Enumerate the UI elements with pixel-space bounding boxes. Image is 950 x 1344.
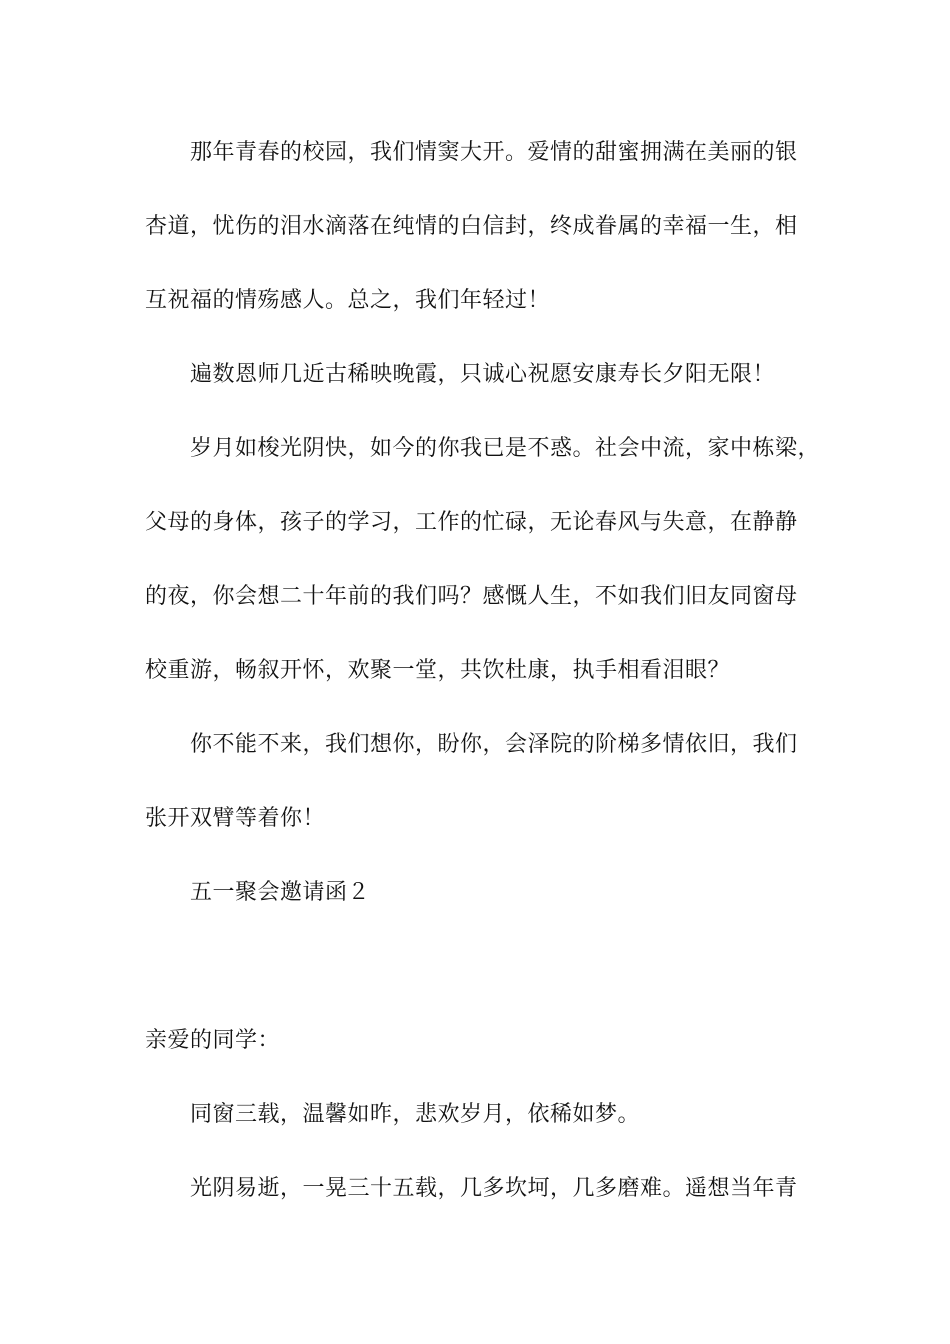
paragraph-line: 互祝福的情殇感人。总之，我们年轻过！ bbox=[145, 288, 551, 313]
paragraph-line: 杏道，忧伤的泪水滴落在纯情的白信封，终成眷属的幸福一生，相 bbox=[145, 214, 798, 239]
paragraph-line: 同窗三载，温馨如昨，悲欢岁月，依稀如梦。 bbox=[190, 1102, 641, 1127]
paragraph-line: 岁月如梭光阴快，如今的你我已是不惑。社会中流，家中栋梁， bbox=[190, 436, 821, 461]
section-heading: 五一聚会邀请函２ bbox=[190, 880, 371, 905]
paragraph-line: 校重游，畅叙开怀，欢聚一堂，共饮杜康，执手相看泪眼？ bbox=[145, 658, 731, 683]
paragraph-line: 张开双臂等着你！ bbox=[145, 806, 326, 831]
paragraph-line: 你不能不来，我们想你，盼你，会泽院的阶梯多情依旧，我们 bbox=[190, 732, 798, 757]
paragraph-line: 光阴易逝，一晃三十五载，几多坎坷，几多磨难。遥想当年青 bbox=[190, 1176, 798, 1201]
salutation: 亲爱的同学： bbox=[145, 1028, 281, 1053]
paragraph-line: 那年青春的校园，我们情窦大开。爱情的甜蜜拥满在美丽的银 bbox=[190, 140, 798, 165]
paragraph-line: 父母的身体，孩子的学习，工作的忙碌，无论春风与失意，在静静 bbox=[145, 510, 798, 535]
paragraph-line: 的夜，你会想二十年前的我们吗？感慨人生，不如我们旧友同窗母 bbox=[145, 584, 798, 609]
paragraph-line: 遍数恩师几近古稀映晚霞，只诚心祝愿安康寿长夕阳无限！ bbox=[190, 362, 776, 387]
